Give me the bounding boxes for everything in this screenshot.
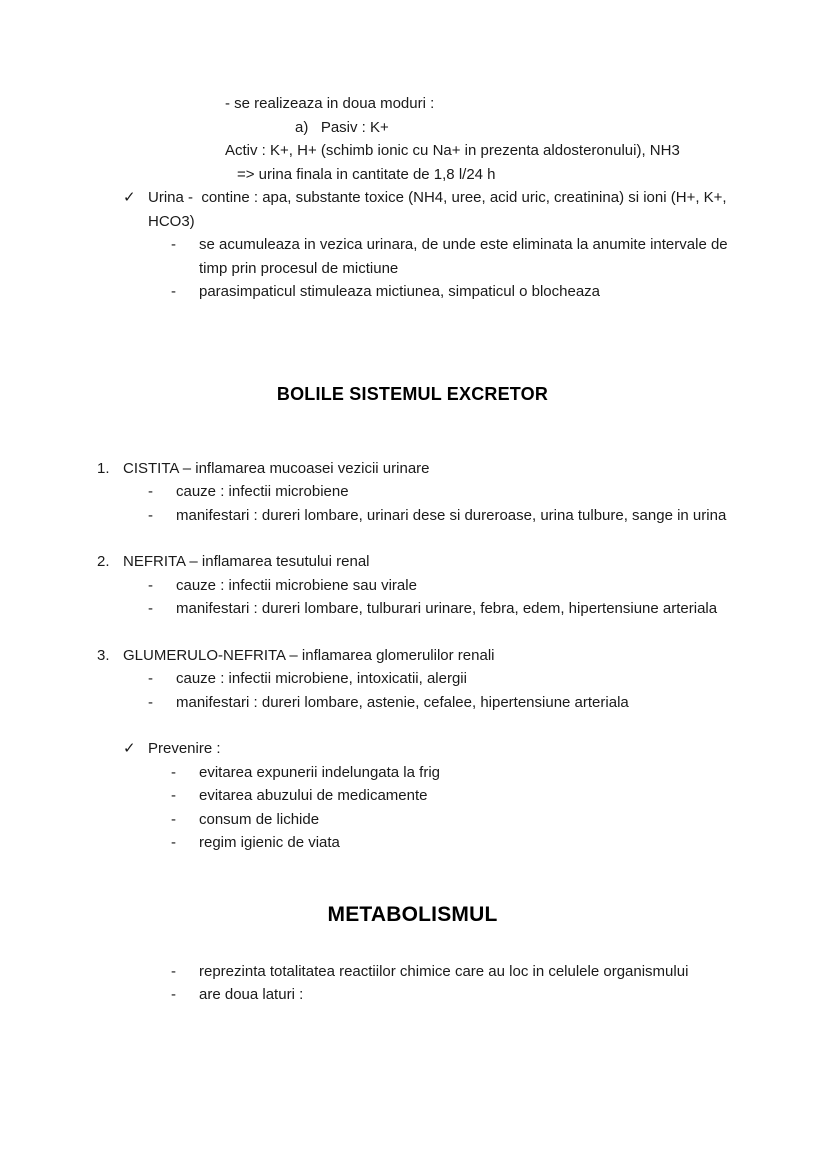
disease-sub-item-text: cauze : infectii microbiene sau virale <box>176 576 417 594</box>
list-number: 1. <box>97 459 110 477</box>
dash-marker: - <box>171 763 176 781</box>
disease-entry-glumerulo-nefrita <box>97 644 728 715</box>
prevenire-sub-item <box>171 831 728 855</box>
disease-title-row <box>97 644 728 668</box>
intro-line: a) Pasiv : K+ <box>295 118 389 136</box>
dash-marker: - <box>171 810 176 828</box>
dash-marker: - <box>148 600 153 617</box>
intro-line: Activ : K+, H+ (schimb ionic cu Na+ in prezenta aldosteronului), NH3 <box>225 142 680 159</box>
disease-sub-item <box>148 691 728 715</box>
urina-sub-item <box>171 280 728 304</box>
metabolism-item <box>171 983 728 1007</box>
urina-sub-item <box>171 233 732 280</box>
disease-sub-item <box>148 480 728 504</box>
section-title-metabolismul: METABOLISMUL <box>327 902 498 926</box>
dash-marker: - <box>171 962 176 980</box>
diseases-list <box>97 457 728 715</box>
disease-sub-item-text: manifestari : dureri lombare, tulburari urinare, febra, edem, hipertensiune arteriala <box>176 600 718 617</box>
urina-label: Urina - contine : apa, substante toxice (NH4, uree, acid uric, creatinina) si ioni (H+, K+, HCO3) <box>148 189 731 230</box>
prevenire-label: Prevenire : <box>148 740 221 757</box>
checkmark-icon: ✓ <box>123 189 136 206</box>
checkmark-icon: ✓ <box>123 740 136 757</box>
disease-sub-item <box>148 504 728 528</box>
urina-check-item <box>123 186 731 233</box>
disease-title-row <box>97 457 728 481</box>
urina-sub-item-text: se acumuleaza in vezica urinara, de unde este eliminata la anumite intervale de timp prin procesul de mictiune <box>199 236 732 277</box>
metabolism-section <box>97 960 728 1007</box>
section-title-bolile-sistemul-excretor: BOLILE SISTEMUL EXCRETOR <box>276 383 549 404</box>
prevenire-sub-item-text: regim igienic de viata <box>199 834 340 851</box>
intro-line: - se realizeaza in doua moduri : <box>225 95 435 112</box>
dash-marker: - <box>148 506 153 524</box>
disease-sub-item <box>148 597 728 621</box>
disease-title: CISTITA – inflamarea mucoasei vezicii urinare <box>123 459 430 477</box>
urina-sub-item-text: parasimpaticul stimuleaza mictiunea, simpaticul o blocheaza <box>199 283 601 300</box>
disease-sub-item-text: manifestari : dureri lombare, astenie, cefalee, hipertensiune arteriala <box>176 693 629 711</box>
list-number: 2. <box>97 553 110 570</box>
disease-sub-item-text: cauze : infectii microbiene <box>176 483 349 500</box>
dash-marker: - <box>148 483 153 500</box>
disease-sub-item <box>148 574 728 598</box>
dash-marker: - <box>171 986 176 1003</box>
prevenire-sub-item <box>171 761 728 785</box>
prevenire-section <box>97 737 728 855</box>
metabolism-item <box>171 960 728 984</box>
intro-line: => urina finala in cantitate de 1,8 l/24 h <box>237 165 496 183</box>
disease-entry-cistita <box>97 457 728 528</box>
prevenire-sub-item-text: consum de lichide <box>199 810 320 828</box>
disease-title: NEFRITA – inflamarea tesutului renal <box>123 553 370 570</box>
prevenire-sub-item <box>171 808 728 832</box>
prevenire-sub-item-text: evitarea expunerii indelungata la frig <box>199 763 440 781</box>
dash-marker: - <box>148 670 153 687</box>
dash-marker: - <box>148 693 153 711</box>
disease-title: GLUMERULO-NEFRITA – inflamarea glomerulilor renali <box>123 646 495 664</box>
disease-sub-item-text: manifestari : dureri lombare, urinari dese si dureroase, urina tulbure, sange in urina <box>176 506 727 524</box>
disease-entry-nefrita <box>97 550 728 621</box>
disease-sub-item <box>148 667 728 691</box>
prevenire-sub-item-text: evitarea abuzului de medicamente <box>199 787 428 804</box>
list-number: 3. <box>97 646 110 664</box>
dash-marker: - <box>171 236 176 253</box>
dash-marker: - <box>148 576 153 594</box>
prevenire-check-item <box>123 737 728 761</box>
dash-marker: - <box>171 834 176 851</box>
metabolism-item-text: are doua laturi : <box>199 986 304 1003</box>
dash-marker: - <box>171 787 176 804</box>
disease-title-row <box>97 550 728 574</box>
disease-sub-item-text: cauze : infectii microbiene, intoxicatii, alergii <box>176 670 467 687</box>
dash-marker: - <box>171 283 176 300</box>
prevenire-sub-item <box>171 784 728 808</box>
metabolism-item-text: reprezinta totalitatea reactiilor chimice care au loc in celulele organismului <box>199 962 689 980</box>
